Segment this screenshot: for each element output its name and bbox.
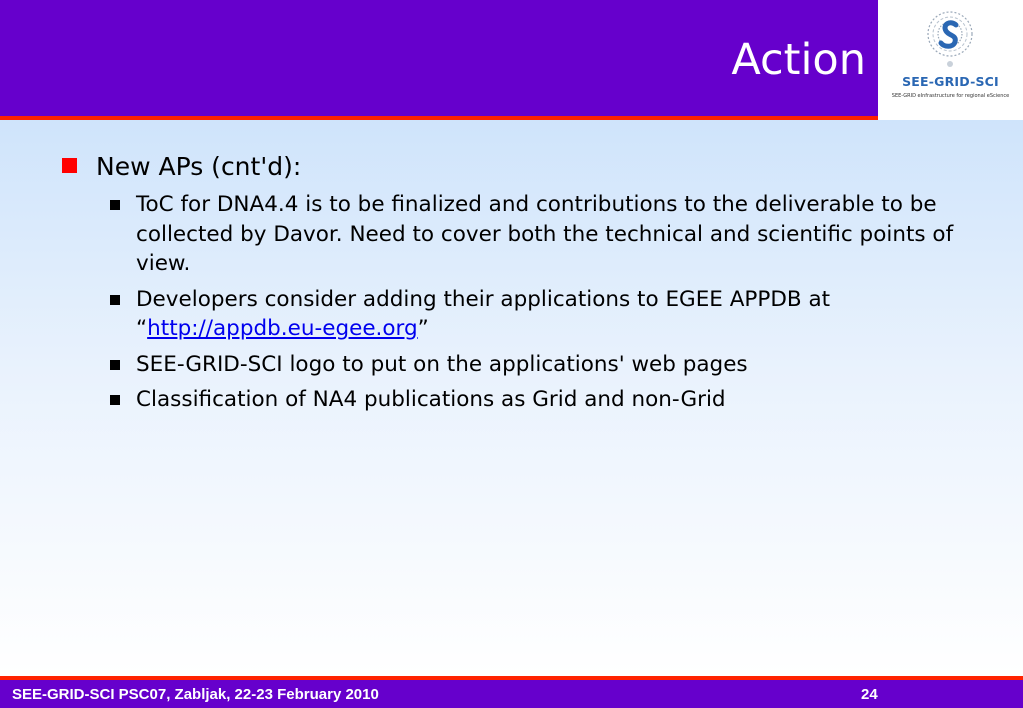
slide-content bbox=[62, 150, 1002, 421]
item-text-before: Developers consider adding their applications to EGEE APPDB at “ bbox=[136, 286, 831, 341]
appdb-link[interactable]: http://appdb.eu-egee.org bbox=[147, 316, 418, 341]
list-item bbox=[106, 285, 1002, 344]
slide-title: Action bbox=[731, 35, 866, 85]
black-square-bullet-icon bbox=[110, 395, 120, 405]
heading-text: New APs (cnt'd): bbox=[96, 152, 302, 181]
black-square-bullet-icon bbox=[110, 360, 120, 370]
item-text: SEE-GRID-SCI logo to put on the applications' web pages bbox=[136, 351, 748, 377]
slide-footer bbox=[0, 680, 1023, 708]
black-square-bullet-icon bbox=[110, 200, 120, 210]
item-text-after: ” bbox=[417, 316, 429, 341]
list-item bbox=[106, 350, 1002, 380]
page-number: 24 bbox=[861, 686, 878, 703]
red-square-bullet-icon bbox=[62, 158, 77, 173]
level1-bullet-item bbox=[62, 150, 1002, 184]
list-item bbox=[106, 385, 1002, 415]
see-grid-sci-logo-icon bbox=[925, 6, 975, 70]
list-item bbox=[106, 190, 1002, 279]
logo-panel bbox=[878, 0, 1023, 116]
slide-header bbox=[0, 0, 878, 116]
black-square-bullet-icon bbox=[110, 295, 120, 305]
item-text: Classification of NA4 publications as Grid and non-Grid bbox=[136, 387, 726, 412]
logo-name: SEE-GRID-SCI bbox=[902, 74, 999, 89]
footer-text: SEE-GRID-SCI PSC07, Zabljak, 22-23 February 2010 bbox=[12, 686, 379, 703]
item-text: ToC for DNA4.4 is to be finalized and contributions to the deliverable to be collected by Davor. Need to cover both the technical and scientific points of view. bbox=[136, 192, 954, 276]
logo-tagline: SEE-GRID eInfrastructure for regional eScience bbox=[891, 93, 1010, 99]
sub-bullet-list bbox=[62, 190, 1002, 415]
